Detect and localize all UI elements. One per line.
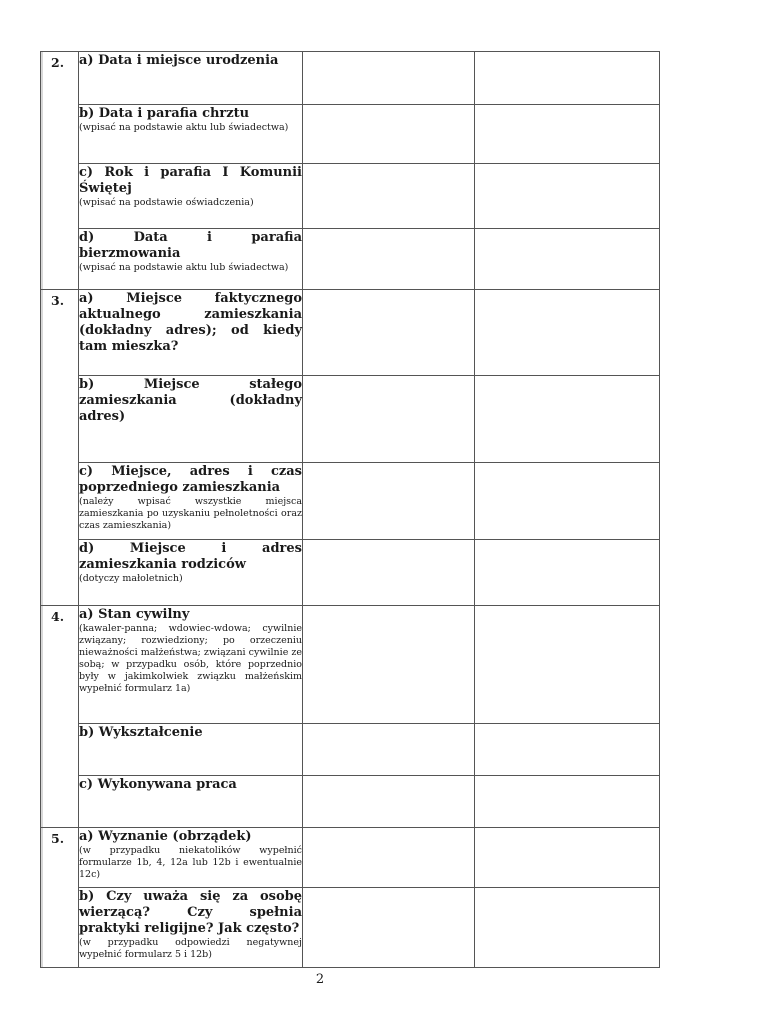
question-cell: [79, 463, 303, 540]
question-cell: [79, 52, 303, 105]
answer-field[interactable]: [475, 229, 660, 290]
table-row: [41, 828, 660, 888]
question-label: b) Czy uważa się za osobę wierzącą? Czy spełnia praktyki religijne? Jak często?: [79, 889, 302, 936]
section-number: 2.: [51, 55, 65, 70]
answer-field[interactable]: [303, 606, 475, 724]
answer-field[interactable]: [303, 776, 475, 828]
question-note: (w przypadku odpowiedzi negatywnej wypełnić formularz 5 i 12b): [79, 937, 302, 960]
section-number-cell: [41, 290, 79, 606]
question-label: b) Wykształcenie: [79, 725, 203, 740]
table-row: [41, 376, 660, 463]
table-row: [41, 105, 660, 164]
answer-field[interactable]: [475, 540, 660, 606]
table-row: [41, 229, 660, 290]
question-cell: [79, 888, 303, 968]
section-number-cell: [41, 828, 79, 968]
section-number: 3.: [51, 293, 65, 308]
question-cell: [79, 606, 303, 724]
question-label: a) Wyznanie (obrządek): [79, 829, 252, 844]
question-label: d) Miejsce i adres zamieszkania rodziców: [79, 541, 302, 572]
table-row: [41, 888, 660, 968]
question-label: b) Miejsce stałego zamieszkania (dokładny adres): [79, 377, 302, 424]
table-row: [41, 606, 660, 724]
page-number: 2: [315, 972, 325, 987]
form-sheet: [40, 51, 659, 967]
answer-field[interactable]: [475, 463, 660, 540]
question-note: (wpisać na podstawie aktu lub świadectwa): [79, 262, 289, 273]
question-label: c) Wykonywana praca: [79, 777, 237, 792]
answer-field[interactable]: [475, 52, 660, 105]
answer-field[interactable]: [303, 463, 475, 540]
question-label: b) Data i parafia chrztu: [79, 106, 250, 121]
question-cell: [79, 164, 303, 229]
answer-field[interactable]: [475, 828, 660, 888]
answer-field[interactable]: [303, 164, 475, 229]
table-row: [41, 540, 660, 606]
section-number-cell: [41, 606, 79, 828]
question-label: c) Miejsce, adres i czas poprzedniego zamieszkania: [79, 464, 302, 495]
answer-field[interactable]: [475, 164, 660, 229]
table-row: [41, 776, 660, 828]
question-note: (wpisać na podstawie oświadczenia): [79, 197, 254, 208]
answer-field[interactable]: [303, 828, 475, 888]
question-cell: [79, 776, 303, 828]
answer-field[interactable]: [475, 776, 660, 828]
question-cell: [79, 724, 303, 776]
answer-field[interactable]: [303, 229, 475, 290]
question-label: a) Data i miejsce urodzenia: [79, 53, 279, 68]
table-row: [41, 164, 660, 229]
section-number: 4.: [51, 609, 65, 624]
answer-field[interactable]: [303, 888, 475, 968]
question-cell: [79, 376, 303, 463]
answer-field[interactable]: [475, 606, 660, 724]
answer-field[interactable]: [475, 724, 660, 776]
question-cell: [79, 540, 303, 606]
question-label: c) Rok i parafia I Komunii Świętej: [79, 165, 302, 196]
answer-field[interactable]: [303, 52, 475, 105]
section-number: 5.: [51, 831, 65, 846]
answer-field[interactable]: [475, 376, 660, 463]
answer-field[interactable]: [303, 376, 475, 463]
table-row: [41, 290, 660, 376]
answer-field[interactable]: [475, 105, 660, 164]
answer-field[interactable]: [303, 540, 475, 606]
question-note: (w przypadku niekatolików wypełnić formularze 1b, 4, 12a lub 12b i ewentualnie 12c): [79, 845, 302, 880]
question-note: (kawaler-panna; wdowiec-wdowa; cywilnie związany; rozwiedziony; po orzeczeniu nieważności małżeństwa; związani cywilnie ze sobą; w przypadku osób, które poprzednio były w jakimkolwiek związku małżeńskim wypełnić formularz 1a): [79, 623, 302, 694]
question-note: (wpisać na podstawie aktu lub świadectwa): [79, 122, 289, 133]
question-note: (dotyczy małoletnich): [79, 573, 183, 584]
answer-field[interactable]: [303, 290, 475, 376]
section-number-cell: [41, 52, 79, 290]
answer-field[interactable]: [303, 724, 475, 776]
question-label: a) Stan cywilny: [79, 607, 190, 622]
questionnaire-table: [40, 51, 660, 968]
question-cell: [79, 290, 303, 376]
question-cell: [79, 105, 303, 164]
table-row: [41, 463, 660, 540]
answer-field[interactable]: [303, 105, 475, 164]
question-label: d) Data i parafia bierzmowania: [79, 230, 302, 261]
table-row: [41, 52, 660, 105]
question-note: (należy wpisać wszystkie miejsca zamieszkania po uzyskaniu pełnoletności oraz czas zamieszkania): [79, 496, 302, 531]
question-cell: [79, 229, 303, 290]
answer-field[interactable]: [475, 888, 660, 968]
table-row: [41, 724, 660, 776]
question-cell: [79, 828, 303, 888]
answer-field[interactable]: [475, 290, 660, 376]
question-label: a) Miejsce faktycznego aktualnego zamieszkania (dokładny adres); od kiedy tam mieszka?: [79, 291, 302, 354]
